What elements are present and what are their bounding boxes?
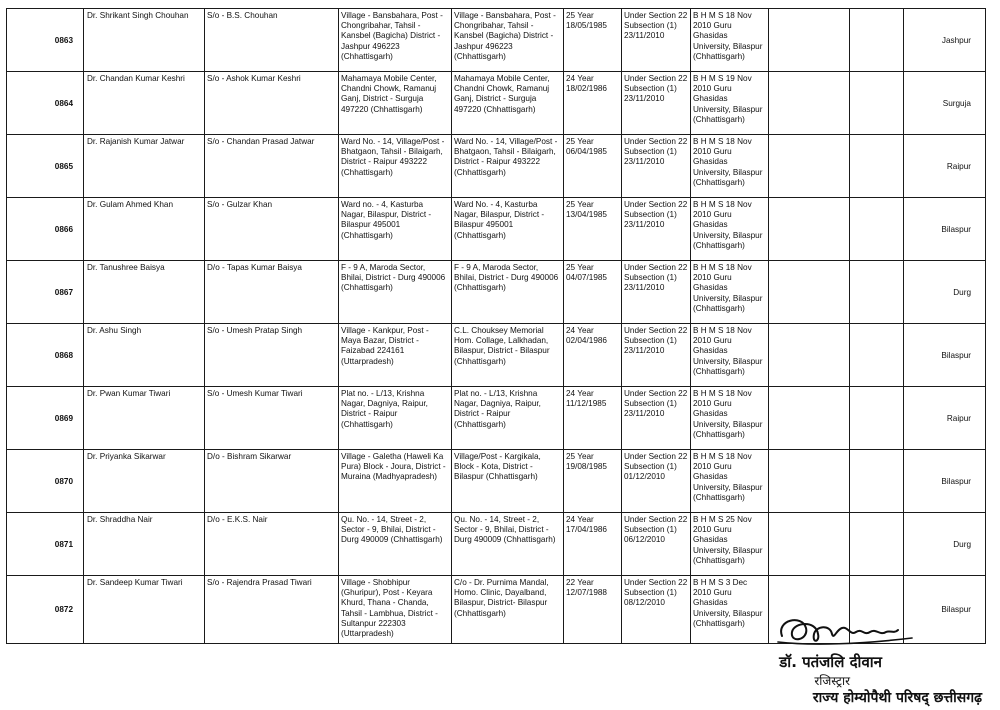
age-dob: 25 Year 06/04/1985 bbox=[564, 135, 622, 198]
blank-cell bbox=[850, 9, 904, 72]
doctor-name: Dr. Tanushree Baisya bbox=[84, 261, 205, 324]
doctor-name: Dr. Ashu Singh bbox=[84, 324, 205, 387]
qualification: B H M S 18 Nov 2010 Guru Ghasidas University, Bilaspur (Chhattisgarh) bbox=[691, 450, 769, 513]
district: Bilaspur bbox=[904, 450, 986, 513]
organization-name: राज्य होम्योपैथी परिषद् छत्तीसगढ़ bbox=[812, 690, 982, 706]
table-row bbox=[7, 324, 986, 387]
age-dob: 25 Year 18/05/1985 bbox=[564, 9, 622, 72]
blank-cell bbox=[769, 9, 850, 72]
correspondence-address: Village/Post - Kargikala, Block - Kota, District - Bilaspur (Chhattisgarh) bbox=[452, 450, 564, 513]
doctor-name: Dr. Shraddha Nair bbox=[84, 513, 205, 576]
district: Bilaspur bbox=[904, 198, 986, 261]
parent-name: D/o - Tapas Kumar Baisya bbox=[205, 261, 339, 324]
doctor-name: Dr. Chandan Kumar Keshri bbox=[84, 72, 205, 135]
serial-number: 0865 bbox=[7, 135, 84, 198]
parent-name: S/o - Umesh Pratap Singh bbox=[205, 324, 339, 387]
qualification: B H M S 18 Nov 2010 Guru Ghasidas University, Bilaspur (Chhattisgarh) bbox=[691, 261, 769, 324]
doctor-name: Dr. Pwan Kumar Tiwari bbox=[84, 387, 205, 450]
registration-section: Under Section 22 Subsection (1) 06/12/2010 bbox=[622, 513, 691, 576]
registration-section: Under Section 22 Subsection (1) 01/12/2010 bbox=[622, 450, 691, 513]
qualification: B H M S 3 Dec 2010 Guru Ghasidas University, Bilaspur (Chhattisgarh) bbox=[691, 576, 769, 644]
registration-section: Under Section 22 Subsection (1) 23/11/2010 bbox=[622, 198, 691, 261]
serial-number: 0869 bbox=[7, 387, 84, 450]
table-row bbox=[7, 387, 986, 450]
blank-cell bbox=[850, 513, 904, 576]
permanent-address: Ward no. - 4, Kasturba Nagar, Bilaspur, District - Bilaspur 495001 (Chhattisgarh) bbox=[339, 198, 452, 261]
blank-cell bbox=[769, 450, 850, 513]
serial-number: 0867 bbox=[7, 261, 84, 324]
permanent-address: Ward No. - 14, Village/Post - Bhatgaon, Tahsil - Bilaigarh, District - Raipur 493222 (Chhattisgarh) bbox=[339, 135, 452, 198]
serial-number: 0870 bbox=[7, 450, 84, 513]
permanent-address: Village - Kankpur, Post - Maya Bazar, District - Faizabad 224161 (Uttarpradesh) bbox=[339, 324, 452, 387]
table-row bbox=[7, 72, 986, 135]
age-dob: 24 Year 02/04/1986 bbox=[564, 324, 622, 387]
qualification: B H M S 18 Nov 2010 Guru Ghasidas University, Bilaspur (Chhattisgarh) bbox=[691, 324, 769, 387]
correspondence-address: Qu. No. - 14, Street - 2, Sector - 9, Bhilai, District - Durg 490009 (Chhattisgarh) bbox=[452, 513, 564, 576]
district: Jashpur bbox=[904, 9, 986, 72]
registration-section: Under Section 22 Subsection (1) 23/11/2010 bbox=[622, 72, 691, 135]
district: Durg bbox=[904, 513, 986, 576]
serial-number: 0866 bbox=[7, 198, 84, 261]
blank-cell bbox=[769, 261, 850, 324]
serial-number: 0868 bbox=[7, 324, 84, 387]
table-row bbox=[7, 450, 986, 513]
blank-cell bbox=[769, 198, 850, 261]
permanent-address: Village - Galetha (Haweli Ka Pura) Block - Joura, District - Muraina (Madhyapradesh) bbox=[339, 450, 452, 513]
serial-number: 0872 bbox=[7, 576, 84, 644]
correspondence-address: Plat no. - L/13, Krishna Nagar, Dagniya, Raipur, District - Raipur (Chhattisgarh) bbox=[452, 387, 564, 450]
serial-number: 0863 bbox=[7, 9, 84, 72]
signatory-name: डॉ. पतंजलि दीवान bbox=[779, 653, 882, 671]
blank-cell bbox=[769, 135, 850, 198]
registration-section: Under Section 22 Subsection (1) 23/11/2010 bbox=[622, 387, 691, 450]
blank-cell bbox=[769, 387, 850, 450]
table-row bbox=[7, 9, 986, 72]
district: Bilaspur bbox=[904, 576, 986, 644]
district: Raipur bbox=[904, 135, 986, 198]
doctor-name: Dr. Priyanka Sikarwar bbox=[84, 450, 205, 513]
parent-name: S/o - Umesh Kumar Tiwari bbox=[205, 387, 339, 450]
table-row bbox=[7, 261, 986, 324]
registration-section: Under Section 22 Subsection (1) 23/11/2010 bbox=[622, 135, 691, 198]
correspondence-address: F - 9 A, Maroda Sector, Bhilai, District - Durg 490006 (Chhattisgarh) bbox=[452, 261, 564, 324]
parent-name: S/o - B.S. Chouhan bbox=[205, 9, 339, 72]
blank-cell bbox=[850, 135, 904, 198]
registration-section: Under Section 22 Subsection (1) 23/11/2010 bbox=[622, 9, 691, 72]
age-dob: 24 Year 17/04/1986 bbox=[564, 513, 622, 576]
blank-cell bbox=[850, 387, 904, 450]
blank-cell bbox=[769, 324, 850, 387]
doctor-name: Dr. Shrikant Singh Chouhan bbox=[84, 9, 205, 72]
age-dob: 24 Year 18/02/1986 bbox=[564, 72, 622, 135]
qualification: B H M S 18 Nov 2010 Guru Ghasidas University, Bilaspur (Chhattisgarh) bbox=[691, 135, 769, 198]
district: Bilaspur bbox=[904, 324, 986, 387]
correspondence-address: C/o - Dr. Purnima Mandal, Homo. Clinic, Dayalband, Bilaspur, District- Bilaspur (Chhattisgarh) bbox=[452, 576, 564, 644]
blank-cell bbox=[850, 198, 904, 261]
correspondence-address: Ward No. - 4, Kasturba Nagar, Bilaspur, District - Bilaspur 495001 (Chhattisgarh) bbox=[452, 198, 564, 261]
registration-section: Under Section 22 Subsection (1) 23/11/2010 bbox=[622, 324, 691, 387]
blank-cell bbox=[769, 72, 850, 135]
correspondence-address: Ward No. - 14, Village/Post - Bhatgaon, Tahsil - Bilaigarh, District - Raipur 493222 (Chhattisgarh) bbox=[452, 135, 564, 198]
age-dob: 22 Year 12/07/1988 bbox=[564, 576, 622, 644]
registration-table bbox=[6, 8, 986, 644]
doctor-name: Dr. Rajanish Kumar Jatwar bbox=[84, 135, 205, 198]
doctor-name: Dr. Sandeep Kumar Tiwari bbox=[84, 576, 205, 644]
parent-name: S/o - Ashok Kumar Keshri bbox=[205, 72, 339, 135]
parent-name: D/o - Bishram Sikarwar bbox=[205, 450, 339, 513]
age-dob: 25 Year 04/07/1985 bbox=[564, 261, 622, 324]
correspondence-address: Mahamaya Mobile Center, Chandni Chowk, Ramanuj Ganj, District - Surguja 497220 (Chhattisgarh) bbox=[452, 72, 564, 135]
age-dob: 24 Year 11/12/1985 bbox=[564, 387, 622, 450]
table-row bbox=[7, 513, 986, 576]
parent-name: S/o - Rajendra Prasad Tiwari bbox=[205, 576, 339, 644]
registration-section: Under Section 22 Subsection (1) 08/12/2010 bbox=[622, 576, 691, 644]
permanent-address: F - 9 A, Maroda Sector, Bhilai, District - Durg 490006 (Chhattisgarh) bbox=[339, 261, 452, 324]
serial-number: 0864 bbox=[7, 72, 84, 135]
registration-section: Under Section 22 Subsection (1) 23/11/2010 bbox=[622, 261, 691, 324]
blank-cell bbox=[850, 72, 904, 135]
parent-name: D/o - E.K.S. Nair bbox=[205, 513, 339, 576]
table-row bbox=[7, 198, 986, 261]
permanent-address: Village - Bansbahara, Post - Chongribahar, Tahsil - Kansbel (Bagicha) District - Jashpur 496223 (Chhattisgarh) bbox=[339, 9, 452, 72]
qualification: B H M S 25 Nov 2010 Guru Ghasidas University, Bilaspur (Chhattisgarh) bbox=[691, 513, 769, 576]
parent-name: S/o - Gulzar Khan bbox=[205, 198, 339, 261]
correspondence-address: C.L. Chouksey Memorial Hom. Collage, Lalkhadan, Bilaspur, District - Bilaspur (Chhattisgarh) bbox=[452, 324, 564, 387]
blank-cell bbox=[850, 324, 904, 387]
blank-cell bbox=[769, 513, 850, 576]
serial-number: 0871 bbox=[7, 513, 84, 576]
qualification: B H M S 18 Nov 2010 Guru Ghasidas University, Bilaspur (Chhattisgarh) bbox=[691, 387, 769, 450]
registrar-signature bbox=[772, 610, 922, 650]
permanent-address: Qu. No. - 14, Street - 2, Sector - 9, Bhilai, District - Durg 490009 (Chhattisgarh) bbox=[339, 513, 452, 576]
blank-cell bbox=[850, 450, 904, 513]
age-dob: 25 Year 19/08/1985 bbox=[564, 450, 622, 513]
blank-cell bbox=[850, 261, 904, 324]
district: Raipur bbox=[904, 387, 986, 450]
table-row bbox=[7, 135, 986, 198]
permanent-address: Village - Shobhipur (Ghuripur), Post - Keyara Khurd, Thana - Chanda, Tahsil - Lambhua, District - Sultanpur 222303 (Uttarpradesh) bbox=[339, 576, 452, 644]
permanent-address: Plat no. - L/13, Krishna Nagar, Dagniya, Raipur, District - Raipur (Chhattisgarh) bbox=[339, 387, 452, 450]
qualification: B H M S 18 Nov 2010 Guru Ghasidas University, Bilaspur (Chhattisgarh) bbox=[691, 9, 769, 72]
signatory-role: रजिस्ट्रार bbox=[814, 674, 850, 688]
qualification: B H M S 19 Nov 2010 Guru Ghasidas University, Bilaspur (Chhattisgarh) bbox=[691, 72, 769, 135]
doctor-name: Dr. Gulam Ahmed Khan bbox=[84, 198, 205, 261]
district: Surguja bbox=[904, 72, 986, 135]
qualification: B H M S 18 Nov 2010 Guru Ghasidas University, Bilaspur (Chhattisgarh) bbox=[691, 198, 769, 261]
parent-name: S/o - Chandan Prasad Jatwar bbox=[205, 135, 339, 198]
age-dob: 25 Year 13/04/1985 bbox=[564, 198, 622, 261]
district: Durg bbox=[904, 261, 986, 324]
correspondence-address: Village - Bansbahara, Post - Chongribahar, Tahsil - Kansbel (Bagicha) District - Jashpur 496223 (Chhattisgarh) bbox=[452, 9, 564, 72]
permanent-address: Mahamaya Mobile Center, Chandni Chowk, Ramanuj Ganj, District - Surguja 497220 (Chhattisgarh) bbox=[339, 72, 452, 135]
